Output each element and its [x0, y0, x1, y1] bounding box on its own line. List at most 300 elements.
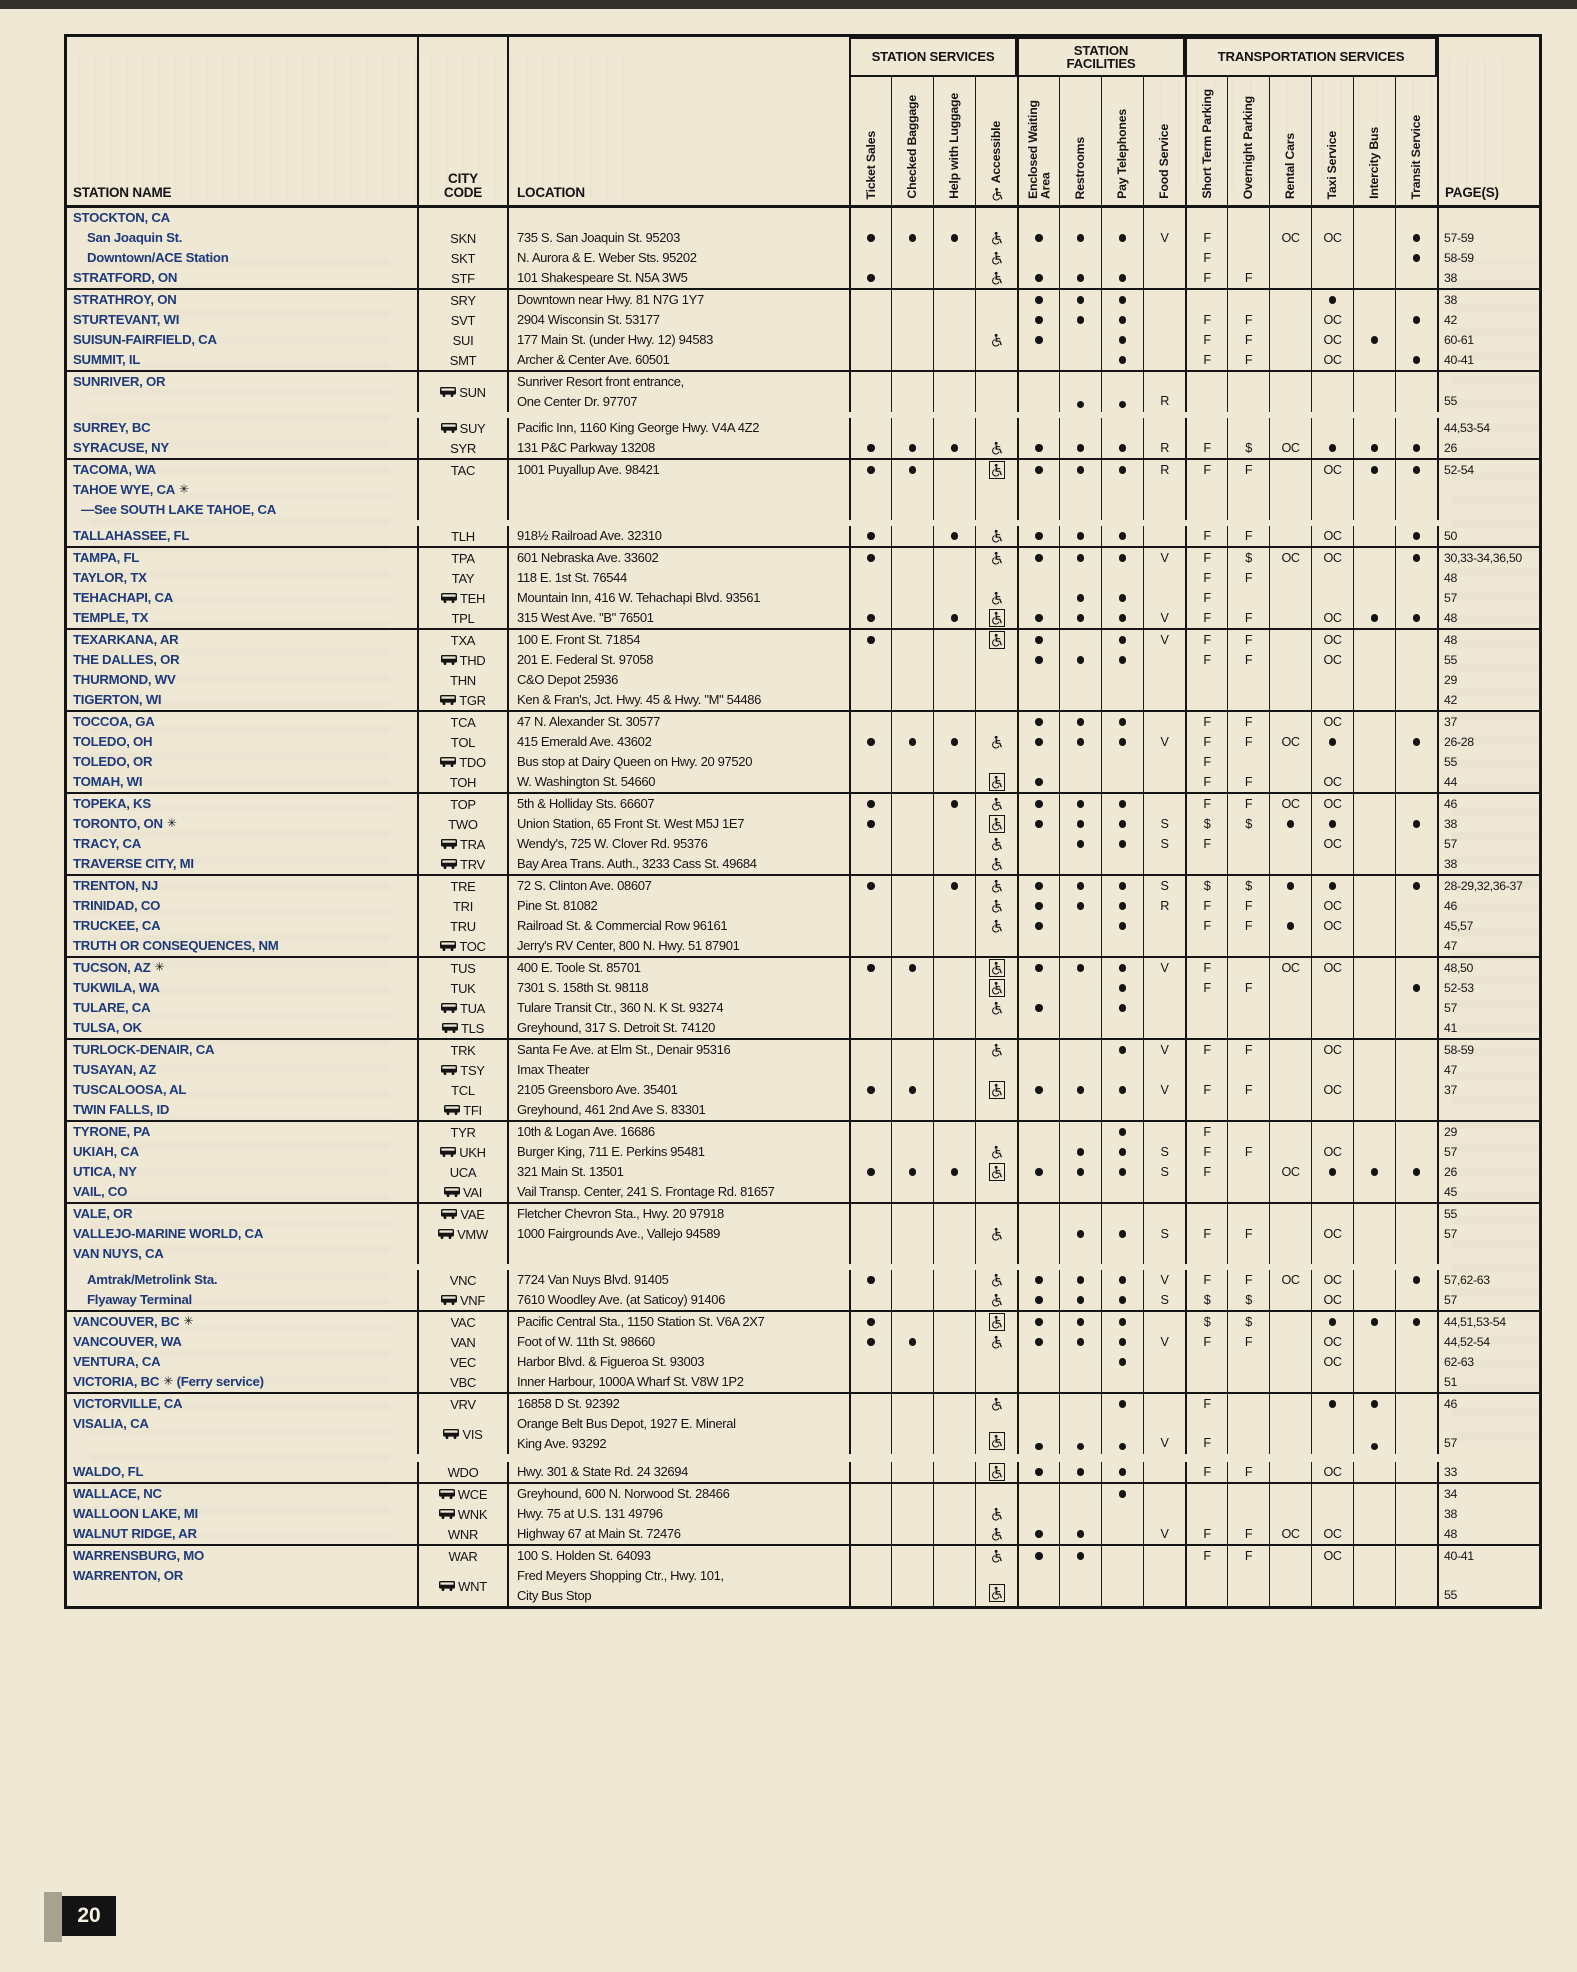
taxi-service-cell	[1311, 896, 1353, 916]
pay-telephones-cell	[1101, 1018, 1143, 1038]
help-with-luggage-cell	[933, 330, 975, 350]
taxi-service-cell	[1311, 1290, 1353, 1310]
overnight-parking-cell	[1227, 1504, 1269, 1524]
accessible-cell	[975, 834, 1017, 854]
city-code: THN	[450, 672, 476, 688]
service-code: R	[1160, 394, 1169, 408]
wheelchair-icon	[991, 1293, 1002, 1307]
enclosed-waiting-area-cell	[1017, 480, 1059, 500]
help-with-luggage-cell	[933, 1352, 975, 1372]
station-group	[67, 874, 1539, 956]
rental-cars-cell	[1269, 1244, 1311, 1264]
restrooms-cell	[1059, 1290, 1101, 1310]
pay-telephones-cell	[1101, 1372, 1143, 1392]
station-name: TOLEDO, OR	[73, 754, 153, 769]
table-header	[67, 37, 1539, 208]
transit-service-cell	[1395, 1566, 1437, 1606]
wheelchair-icon	[991, 1145, 1002, 1159]
location-line: 7301 S. 158th St. 98118	[517, 980, 649, 995]
pages-cell: 58-59	[1437, 248, 1539, 268]
service-dot	[1035, 336, 1043, 344]
bus-icon	[443, 1429, 459, 1439]
overnight-parking-cell	[1227, 1018, 1269, 1038]
rental-cars-cell	[1269, 1566, 1311, 1606]
food-service-cell	[1143, 1462, 1185, 1482]
city-code: SVT	[450, 312, 476, 328]
service-dot	[1035, 902, 1043, 910]
checked-baggage-cell	[891, 1100, 933, 1120]
service-code: F	[1244, 271, 1253, 285]
pages-cell: 40-41	[1437, 1546, 1539, 1566]
overnight-parking-cell	[1227, 548, 1269, 568]
table-row	[67, 1332, 1539, 1352]
table-row	[67, 500, 1539, 520]
restrooms-cell	[1059, 1182, 1101, 1202]
service-dot	[1077, 594, 1085, 602]
table-row	[67, 588, 1539, 608]
checked-baggage-cell	[891, 1182, 933, 1202]
ticket-sales-cell	[849, 978, 891, 998]
service-dot	[867, 636, 875, 644]
ticket-sales-cell	[849, 772, 891, 792]
service-code: F	[1244, 1273, 1253, 1287]
transit-service-cell	[1395, 588, 1437, 608]
table-row	[67, 896, 1539, 916]
intercity-bus-cell	[1353, 732, 1395, 752]
short-term-parking-cell	[1185, 772, 1227, 792]
transit-service-cell	[1395, 978, 1437, 998]
city-code-cell	[417, 896, 507, 916]
intercity-bus-cell	[1353, 588, 1395, 608]
city-code: VMW	[457, 1226, 488, 1242]
service-dot	[1119, 274, 1127, 282]
accessible-cell	[975, 1524, 1017, 1544]
enclosed-waiting-area-cell	[1017, 310, 1059, 330]
rental-cars-cell	[1269, 1394, 1311, 1414]
location-cell	[507, 1524, 849, 1544]
city-code: WCE	[457, 1486, 488, 1502]
help-with-luggage-cell	[933, 228, 975, 248]
service-dot	[1371, 336, 1379, 344]
taxi-service-cell	[1311, 438, 1353, 458]
food-service-cell	[1143, 1352, 1185, 1372]
service-dot	[1035, 1338, 1043, 1346]
service-code: F	[1244, 529, 1253, 543]
ticket-sales-cell	[849, 1394, 891, 1414]
accessible-cell	[975, 548, 1017, 568]
intercity-bus-cell	[1353, 958, 1395, 978]
checked-baggage-cell	[891, 460, 933, 480]
pages-cell: 38	[1437, 1504, 1539, 1524]
station-name-cell	[67, 958, 417, 978]
city-code-cell	[417, 588, 507, 608]
station-name: SUMMIT, IL	[73, 352, 141, 367]
short-term-parking-cell	[1185, 854, 1227, 874]
checked-baggage-cell	[891, 854, 933, 874]
restrooms-cell	[1059, 1352, 1101, 1372]
location-line: Greyhound, 461 2nd Ave S. 83301	[517, 1102, 706, 1117]
short-term-parking-cell	[1185, 1484, 1227, 1504]
location-cell	[507, 548, 849, 568]
food-service-cell	[1143, 958, 1185, 978]
rental-cars-cell	[1269, 310, 1311, 330]
service-code: F	[1203, 571, 1211, 585]
overnight-parking-cell	[1227, 310, 1269, 330]
location-line: Bus stop at Dairy Queen on Hwy. 20 97520	[517, 754, 753, 769]
location-cell	[507, 500, 849, 520]
service-dot	[1035, 1468, 1043, 1476]
location-line: 10th & Logan Ave. 16686	[517, 1124, 655, 1139]
service-code: V	[1160, 611, 1169, 625]
enclosed-waiting-area-cell	[1017, 1484, 1059, 1504]
city-code: TAY	[451, 570, 475, 586]
overnight-parking-cell	[1227, 1352, 1269, 1372]
service-dot	[1287, 882, 1295, 890]
table-row	[67, 1524, 1539, 1544]
rental-cars-cell	[1269, 896, 1311, 916]
transit-service-cell	[1395, 1332, 1437, 1352]
checked-baggage-cell	[891, 752, 933, 772]
rental-cars-cell	[1269, 228, 1311, 248]
service-code: V	[1160, 1527, 1169, 1541]
food-service-cell	[1143, 916, 1185, 936]
checked-baggage-cell	[891, 248, 933, 268]
location-line: Burger King, 711 E. Perkins 95481	[517, 1144, 705, 1159]
station-name: TAHOE WYE, CA	[73, 482, 176, 497]
station-name-cell	[67, 1524, 417, 1544]
restrooms-cell	[1059, 208, 1101, 228]
rental-cars-cell	[1269, 1290, 1311, 1310]
restrooms-cell	[1059, 1080, 1101, 1100]
pages-cell: 57	[1437, 834, 1539, 854]
overnight-parking-cell	[1227, 1394, 1269, 1414]
table-row	[67, 1504, 1539, 1524]
pay-telephones-cell	[1101, 228, 1143, 248]
intercity-bus-cell	[1353, 268, 1395, 288]
location-line: Harbor Blvd. & Figueroa St. 93003	[517, 1354, 705, 1369]
intercity-bus-cell	[1353, 630, 1395, 650]
city-code: TFI	[463, 1102, 482, 1118]
ticket-sales-cell	[849, 330, 891, 350]
ticket-sales-cell	[849, 1332, 891, 1352]
intercity-bus-cell	[1353, 1372, 1395, 1392]
intercity-bus-cell	[1353, 1290, 1395, 1310]
rental-cars-cell	[1269, 876, 1311, 896]
overnight-parking-cell	[1227, 690, 1269, 710]
pages-cell: 55	[1437, 372, 1539, 412]
location-line: Hwy. 75 at U.S. 131 49796	[517, 1506, 663, 1521]
intercity-bus-cell	[1353, 1394, 1395, 1414]
transit-service-cell	[1395, 1122, 1437, 1142]
service-dot	[1287, 922, 1295, 930]
wheelchair-icon	[991, 231, 1002, 245]
transit-service-cell	[1395, 1484, 1437, 1504]
enclosed-waiting-area-cell	[1017, 1100, 1059, 1120]
station-name: TEXARKANA, AR	[73, 632, 179, 647]
station-name: SYRACUSE, NY	[73, 440, 169, 455]
food-service-cell	[1143, 1372, 1185, 1392]
location-cell	[507, 248, 849, 268]
station-name: TRUTH OR CONSEQUENCES, NM	[73, 938, 279, 953]
station-group	[67, 1038, 1539, 1120]
city-code-cell	[417, 208, 507, 228]
location-line: 735 S. San Joaquin St. 95203	[517, 230, 680, 245]
accessible-cell	[975, 876, 1017, 896]
table-body	[67, 208, 1539, 1606]
pages-cell: 38	[1437, 854, 1539, 874]
station-group	[67, 208, 1539, 288]
food-service-cell	[1143, 752, 1185, 772]
station-name: STURTEVANT, WI	[73, 312, 180, 327]
city-code: WDO	[447, 1464, 479, 1480]
service-code: S	[1160, 879, 1169, 893]
intercity-bus-cell	[1353, 480, 1395, 500]
enclosed-waiting-area-cell	[1017, 1122, 1059, 1142]
accessible-cell	[975, 1372, 1017, 1392]
location-cell	[507, 772, 849, 792]
intercity-bus-cell	[1353, 228, 1395, 248]
service-code: F	[1244, 463, 1253, 477]
rental-cars-cell	[1269, 568, 1311, 588]
taxi-service-cell	[1311, 1244, 1353, 1264]
ticket-sales-cell	[849, 1224, 891, 1244]
location-cell	[507, 1566, 849, 1606]
overnight-parking-cell	[1227, 732, 1269, 752]
restrooms-cell	[1059, 712, 1101, 732]
help-with-luggage-cell	[933, 794, 975, 814]
pay-telephones-cell	[1101, 1162, 1143, 1182]
help-with-luggage-cell	[933, 418, 975, 438]
location-line: Tulare Transit Ctr., 360 N. K St. 93274	[517, 1000, 724, 1015]
city-code-cell	[417, 772, 507, 792]
service-dot	[951, 800, 959, 808]
intercity-bus-cell	[1353, 568, 1395, 588]
station-name: TOLEDO, OH	[73, 734, 153, 749]
service-dot	[1035, 1552, 1043, 1560]
wheelchair-icon	[991, 591, 1002, 605]
intercity-bus-cell	[1353, 998, 1395, 1018]
service-dot	[867, 1168, 875, 1176]
accessible-cell	[975, 268, 1017, 288]
service-dot	[1413, 820, 1421, 828]
service-code: OC	[1323, 1549, 1342, 1563]
location-line: 415 Emerald Ave. 43602	[517, 734, 652, 749]
city-code-cell	[417, 1394, 507, 1414]
service-code: F	[1203, 797, 1211, 811]
intercity-bus-cell	[1353, 834, 1395, 854]
short-term-parking-cell	[1185, 1290, 1227, 1310]
pay-telephones-cell	[1101, 588, 1143, 608]
col-header-city-code	[417, 37, 507, 205]
service-code: F	[1203, 755, 1211, 769]
taxi-service-cell	[1311, 1524, 1353, 1544]
location-cell	[507, 460, 849, 480]
checked-baggage-cell	[891, 1122, 933, 1142]
overnight-parking-cell	[1227, 1546, 1269, 1566]
table-row	[67, 1182, 1539, 1202]
rental-cars-cell	[1269, 732, 1311, 752]
service-dot	[1035, 1276, 1043, 1284]
service-dot	[1035, 316, 1043, 324]
station-name: STOCKTON, CA	[73, 210, 170, 225]
service-code: F	[1244, 735, 1253, 749]
restrooms-cell	[1059, 1462, 1101, 1482]
service-code: V	[1160, 551, 1169, 565]
service-dot	[1119, 882, 1127, 890]
transit-service-cell	[1395, 1018, 1437, 1038]
checked-baggage-cell	[891, 876, 933, 896]
enclosed-waiting-area-cell	[1017, 350, 1059, 370]
intercity-bus-cell	[1353, 1524, 1395, 1544]
service-code: F	[1203, 1335, 1211, 1349]
intercity-bus-cell	[1353, 1484, 1395, 1504]
rental-cars-cell	[1269, 268, 1311, 288]
location-cell	[507, 608, 849, 628]
food-service-cell	[1143, 794, 1185, 814]
checked-baggage-cell	[891, 958, 933, 978]
intercity-bus-cell	[1353, 1018, 1395, 1038]
city-code: VRV	[450, 1396, 476, 1412]
col-header-location	[507, 37, 849, 205]
service-code: S	[1160, 1165, 1169, 1179]
service-dot	[1035, 922, 1043, 930]
rental-cars-cell	[1269, 500, 1311, 520]
help-with-luggage-cell	[933, 608, 975, 628]
city-code-cell	[417, 1566, 507, 1606]
service-dot	[1413, 316, 1421, 324]
service-code: F	[1203, 1436, 1211, 1450]
rental-cars-cell	[1269, 548, 1311, 568]
pages-cell: 55	[1437, 650, 1539, 670]
enclosed-waiting-area-cell	[1017, 526, 1059, 546]
transit-service-cell	[1395, 248, 1437, 268]
restrooms-cell	[1059, 438, 1101, 458]
intercity-bus-cell	[1353, 916, 1395, 936]
enclosed-waiting-area-cell	[1017, 1332, 1059, 1352]
enclosed-waiting-area-cell	[1017, 1060, 1059, 1080]
help-with-luggage-cell	[933, 1462, 975, 1482]
service-dot	[1077, 1230, 1085, 1238]
short-term-parking-cell	[1185, 876, 1227, 896]
overnight-parking-cell	[1227, 936, 1269, 956]
city-code: VAI	[462, 1184, 483, 1200]
short-term-parking-cell	[1185, 1204, 1227, 1224]
overnight-parking-cell	[1227, 1462, 1269, 1482]
service-dot	[1035, 1004, 1043, 1012]
accessible-cell	[975, 1414, 1017, 1454]
service-code: OC	[1281, 961, 1300, 975]
station-name: TORONTO, ON	[73, 816, 163, 831]
station-name-cell	[67, 834, 417, 854]
ticket-sales-cell	[849, 290, 891, 310]
transit-service-cell	[1395, 1546, 1437, 1566]
pay-telephones-cell	[1101, 690, 1143, 710]
help-with-luggage-cell	[933, 630, 975, 650]
location-cell	[507, 1040, 849, 1060]
city-code-cell	[417, 460, 507, 480]
service-code: F	[1244, 797, 1253, 811]
pages-cell: 33	[1437, 1462, 1539, 1482]
location-cell	[507, 1122, 849, 1142]
location-line: Greyhound, 317 S. Detroit St. 74120	[517, 1020, 716, 1035]
checked-baggage-cell	[891, 650, 933, 670]
restrooms-cell	[1059, 690, 1101, 710]
pay-telephones-cell	[1101, 998, 1143, 1018]
help-with-luggage-cell	[933, 732, 975, 752]
overnight-parking-cell	[1227, 896, 1269, 916]
col-header-label: Accessible	[989, 120, 1004, 183]
ticket-sales-cell	[849, 460, 891, 480]
city-code: TOH	[449, 774, 477, 790]
checked-baggage-cell	[891, 1414, 933, 1454]
enclosed-waiting-area-cell	[1017, 936, 1059, 956]
transit-service-cell	[1395, 526, 1437, 546]
service-dot	[1119, 656, 1127, 664]
checked-baggage-cell	[891, 794, 933, 814]
station-name-cell	[67, 350, 417, 370]
service-dot	[1371, 1168, 1379, 1176]
intercity-bus-cell	[1353, 712, 1395, 732]
intercity-bus-cell	[1353, 650, 1395, 670]
intercity-bus-cell	[1353, 438, 1395, 458]
station-name: TRUCKEE, CA	[73, 918, 161, 933]
service-dot	[951, 532, 959, 540]
service-code: S	[1160, 1227, 1169, 1241]
intercity-bus-cell	[1353, 1332, 1395, 1352]
location-cell	[507, 1142, 849, 1162]
taxi-service-cell	[1311, 268, 1353, 288]
station-name-cell	[67, 814, 417, 834]
enclosed-waiting-area-cell	[1017, 1372, 1059, 1392]
accessible-cell	[975, 290, 1017, 310]
enclosed-waiting-area-cell	[1017, 608, 1059, 628]
location-cell	[507, 330, 849, 350]
accessible-cell	[975, 438, 1017, 458]
location-line: N. Aurora & E. Weber Sts. 95202	[517, 250, 697, 265]
help-with-luggage-cell	[933, 936, 975, 956]
rental-cars-cell	[1269, 372, 1311, 412]
pay-telephones-cell	[1101, 1414, 1143, 1454]
overnight-parking-cell	[1227, 794, 1269, 814]
location-line: King Ave. 93292	[517, 1436, 607, 1451]
service-dot	[1077, 532, 1085, 540]
city-code-cell	[417, 1182, 507, 1202]
taxi-service-cell	[1311, 916, 1353, 936]
enclosed-waiting-area-cell	[1017, 1040, 1059, 1060]
intercity-bus-cell	[1353, 330, 1395, 350]
transit-service-cell	[1395, 876, 1437, 896]
table-row	[67, 958, 1539, 978]
pay-telephones-cell	[1101, 772, 1143, 792]
location-line: Ken & Fran's, Jct. Hwy. 45 & Hwy. "M" 54486	[517, 692, 761, 707]
taxi-service-cell	[1311, 1142, 1353, 1162]
service-code: F	[1203, 313, 1211, 327]
intercity-bus-cell	[1353, 1414, 1395, 1454]
pages-label: PAGE(S)	[1445, 185, 1499, 200]
food-service-cell	[1143, 1040, 1185, 1060]
city-code: SUN	[459, 384, 486, 400]
col-header-label: Checked Baggage	[905, 95, 920, 199]
station-name-cell	[67, 650, 417, 670]
short-term-parking-cell	[1185, 1270, 1227, 1290]
intercity-bus-cell	[1353, 1162, 1395, 1182]
city-code: TYR	[450, 1124, 476, 1140]
station-name: TAYLOR, TX	[73, 570, 147, 585]
intercity-bus-cell	[1353, 896, 1395, 916]
rental-cars-cell	[1269, 1162, 1311, 1182]
restrooms-cell	[1059, 978, 1101, 998]
location-cell	[507, 1018, 849, 1038]
